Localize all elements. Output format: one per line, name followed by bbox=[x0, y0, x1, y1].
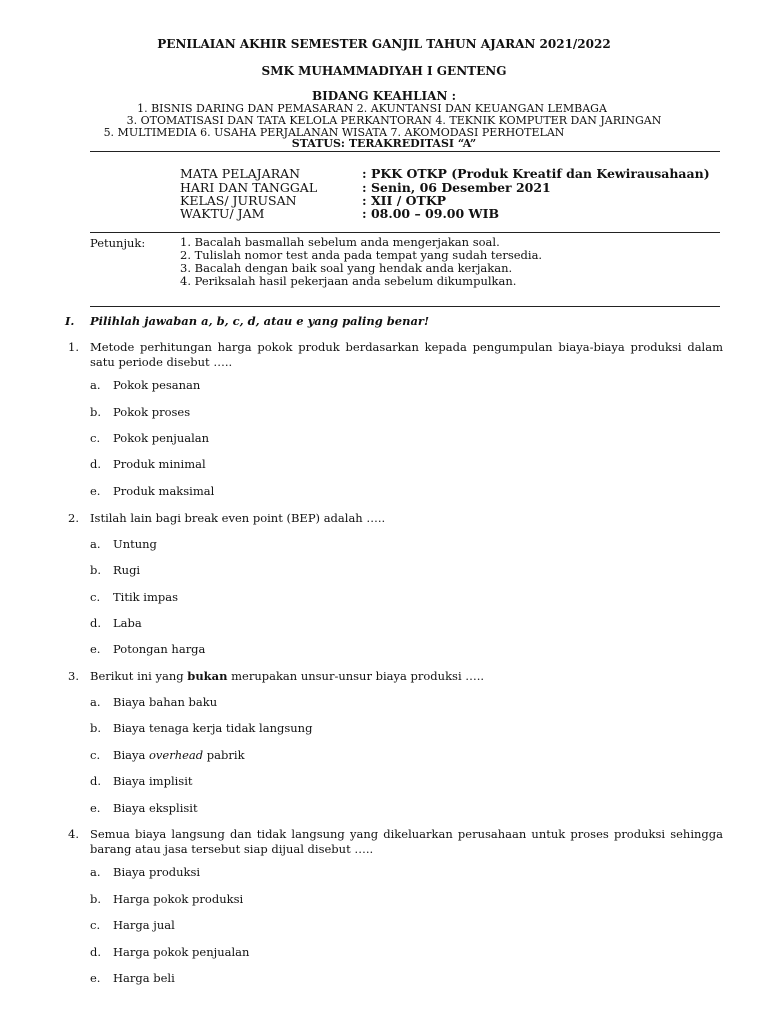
option-1e[interactable] bbox=[90, 484, 214, 498]
option-letter: a. bbox=[90, 537, 101, 551]
info-label: MATA PELAJARAN bbox=[180, 166, 301, 181]
option-text: Harga beli bbox=[113, 971, 175, 985]
question-2 bbox=[68, 511, 723, 526]
info-label: HARI DAN TANGGAL bbox=[180, 180, 318, 195]
status-line: STATUS: TERAKREDITASI “A” bbox=[291, 137, 477, 150]
info-value: : XII / OTKP bbox=[362, 193, 447, 208]
option-letter: c. bbox=[90, 431, 101, 445]
option-letter: e. bbox=[90, 801, 101, 815]
option-2b[interactable] bbox=[90, 563, 140, 577]
info-value: : PKK OTKP (Produk Kreatif dan Kewirausahaan) bbox=[362, 166, 710, 181]
school-name: SMK MUHAMMADIYAH I GENTENG bbox=[261, 64, 507, 78]
option-text-italic: overhead bbox=[149, 748, 204, 762]
question-text: Istilah lain bagi break even point (BEP) adalah ….. bbox=[90, 511, 386, 525]
option-text: Harga jual bbox=[113, 918, 175, 932]
option-1d[interactable] bbox=[90, 457, 206, 471]
option-3e[interactable] bbox=[90, 801, 198, 815]
option-1b[interactable] bbox=[90, 405, 190, 419]
option-text: Laba bbox=[113, 616, 142, 630]
question-3 bbox=[68, 669, 723, 684]
option-text: Pokok pesanan bbox=[113, 378, 201, 392]
option-text: Biaya implisit bbox=[113, 774, 193, 788]
question-text-part: Berikut ini yang bbox=[90, 669, 188, 683]
option-text: Biaya bahan baku bbox=[113, 695, 218, 709]
option-text: Biaya produksi bbox=[113, 865, 201, 879]
instructions-list bbox=[180, 236, 542, 288]
option-text: Harga pokok penjualan bbox=[113, 945, 250, 959]
option-letter: c. bbox=[90, 918, 101, 932]
option-letter: b. bbox=[90, 563, 102, 577]
bidang-line-1: 1. BISNIS DARING DAN PEMASARAN 2. AKUNTANSI DAN KEUANGAN LEMBAGA bbox=[137, 102, 607, 115]
option-text-part: Biaya bbox=[113, 748, 149, 762]
option-3b[interactable] bbox=[90, 721, 312, 735]
header-divider bbox=[90, 151, 720, 152]
instructions-label: Petunjuk: bbox=[90, 236, 146, 250]
option-letter: e. bbox=[90, 971, 101, 985]
bidang-title: BIDANG KEAHLIAN : bbox=[311, 89, 457, 103]
option-2e[interactable] bbox=[90, 642, 205, 656]
option-text: Rugi bbox=[113, 563, 141, 577]
option-text: Produk maksimal bbox=[113, 484, 215, 498]
option-1a[interactable] bbox=[90, 378, 200, 392]
question-1 bbox=[68, 340, 723, 370]
option-text: Potongan harga bbox=[113, 642, 206, 656]
option-text: Produk minimal bbox=[113, 457, 206, 471]
option-letter: b. bbox=[90, 721, 102, 735]
option-text: Harga pokok produksi bbox=[113, 892, 244, 906]
section-number: I. bbox=[65, 314, 75, 328]
question-text: Metode perhitungan harga pokok produk berdasarkan kepada pengumpulan biaya-biaya produksi dalam satu periode disebut ….. bbox=[90, 340, 723, 369]
option-text: Biaya tenaga kerja tidak langsung bbox=[113, 721, 313, 735]
option-text: Biaya eksplisit bbox=[113, 801, 198, 815]
option-letter: e. bbox=[90, 642, 101, 656]
option-letter: d. bbox=[90, 457, 102, 471]
option-2a[interactable] bbox=[90, 537, 157, 551]
bidang-line-3: 5. MULTIMEDIA 6. USAHA PERJALANAN WISATA 7. AKOMODASI PERHOTELAN bbox=[103, 126, 565, 139]
option-text-part: pabrik bbox=[203, 748, 245, 762]
option-3c[interactable] bbox=[90, 748, 245, 762]
option-4e[interactable] bbox=[90, 971, 175, 985]
option-letter: d. bbox=[90, 616, 102, 630]
exam-title: PENILAIAN AKHIR SEMESTER GANJIL TAHUN AJARAN 2021/2022 bbox=[157, 37, 611, 51]
question-number: 3. bbox=[68, 669, 79, 683]
option-letter: b. bbox=[90, 405, 102, 419]
option-text: Untung bbox=[113, 537, 157, 551]
question-text: Semua biaya langsung dan tidak langsung yang dikeluarkan perusahaan untuk proses produksi sehingga barang atau jasa tersebut siap dijual disebut ….. bbox=[90, 827, 723, 856]
option-text: Pokok penjualan bbox=[113, 431, 210, 445]
option-letter: c. bbox=[90, 748, 101, 762]
question-text-part: merupakan unsur-unsur biaya produksi ….. bbox=[227, 669, 485, 683]
option-2c[interactable] bbox=[90, 590, 178, 604]
question-number: 1. bbox=[68, 340, 79, 354]
question-number: 4. bbox=[68, 827, 79, 841]
option-text: Pokok proses bbox=[113, 405, 191, 419]
instruction-item: 3. Bacalah dengan baik soal yang hendak anda kerjakan. bbox=[180, 261, 513, 275]
option-letter: a. bbox=[90, 695, 101, 709]
option-letter: c. bbox=[90, 590, 101, 604]
option-4a[interactable] bbox=[90, 865, 200, 879]
option-1c[interactable] bbox=[90, 431, 209, 445]
option-letter: d. bbox=[90, 945, 102, 959]
option-letter: d. bbox=[90, 774, 102, 788]
option-text: Titik impas bbox=[113, 590, 178, 604]
option-letter: b. bbox=[90, 892, 102, 906]
section-heading bbox=[65, 314, 429, 328]
question-number: 2. bbox=[68, 511, 79, 525]
option-letter: e. bbox=[90, 484, 101, 498]
option-4c[interactable] bbox=[90, 918, 175, 932]
option-letter: a. bbox=[90, 378, 101, 392]
bidang-line-2: 3. OTOMATISASI DAN TATA KELOLA PERKANTORAN 4. TEKNIK KOMPUTER DAN JARINGAN bbox=[126, 114, 662, 127]
option-3d[interactable] bbox=[90, 774, 193, 788]
question-text-emphasis: bukan bbox=[187, 669, 228, 683]
info-value: : 08.00 – 09.00 WIB bbox=[362, 206, 500, 221]
option-4d[interactable] bbox=[90, 945, 249, 959]
instruction-item: 2. Tulislah nomor test anda pada tempat yang sudah tersedia. bbox=[180, 248, 543, 262]
option-4b[interactable] bbox=[90, 892, 243, 906]
option-letter: a. bbox=[90, 865, 101, 879]
info-label: WAKTU/ JAM bbox=[180, 206, 265, 221]
instructions-divider bbox=[90, 306, 720, 307]
question-4 bbox=[68, 827, 723, 857]
info-label: KELAS/ JURUSAN bbox=[180, 193, 297, 208]
option-2d[interactable] bbox=[90, 616, 142, 630]
instruction-item: 1. Bacalah basmallah sebelum anda mengerjakan soal. bbox=[180, 235, 500, 249]
option-3a[interactable] bbox=[90, 695, 217, 709]
section-text: Pilihlah jawaban a, b, c, d, atau e yang paling benar! bbox=[90, 314, 430, 328]
info-divider bbox=[90, 232, 720, 233]
info-value: : Senin, 06 Desember 2021 bbox=[362, 180, 551, 195]
question-text bbox=[90, 669, 723, 684]
instruction-item: 4. Periksalah hasil pekerjaan anda sebelum dikumpulkan. bbox=[180, 274, 517, 288]
